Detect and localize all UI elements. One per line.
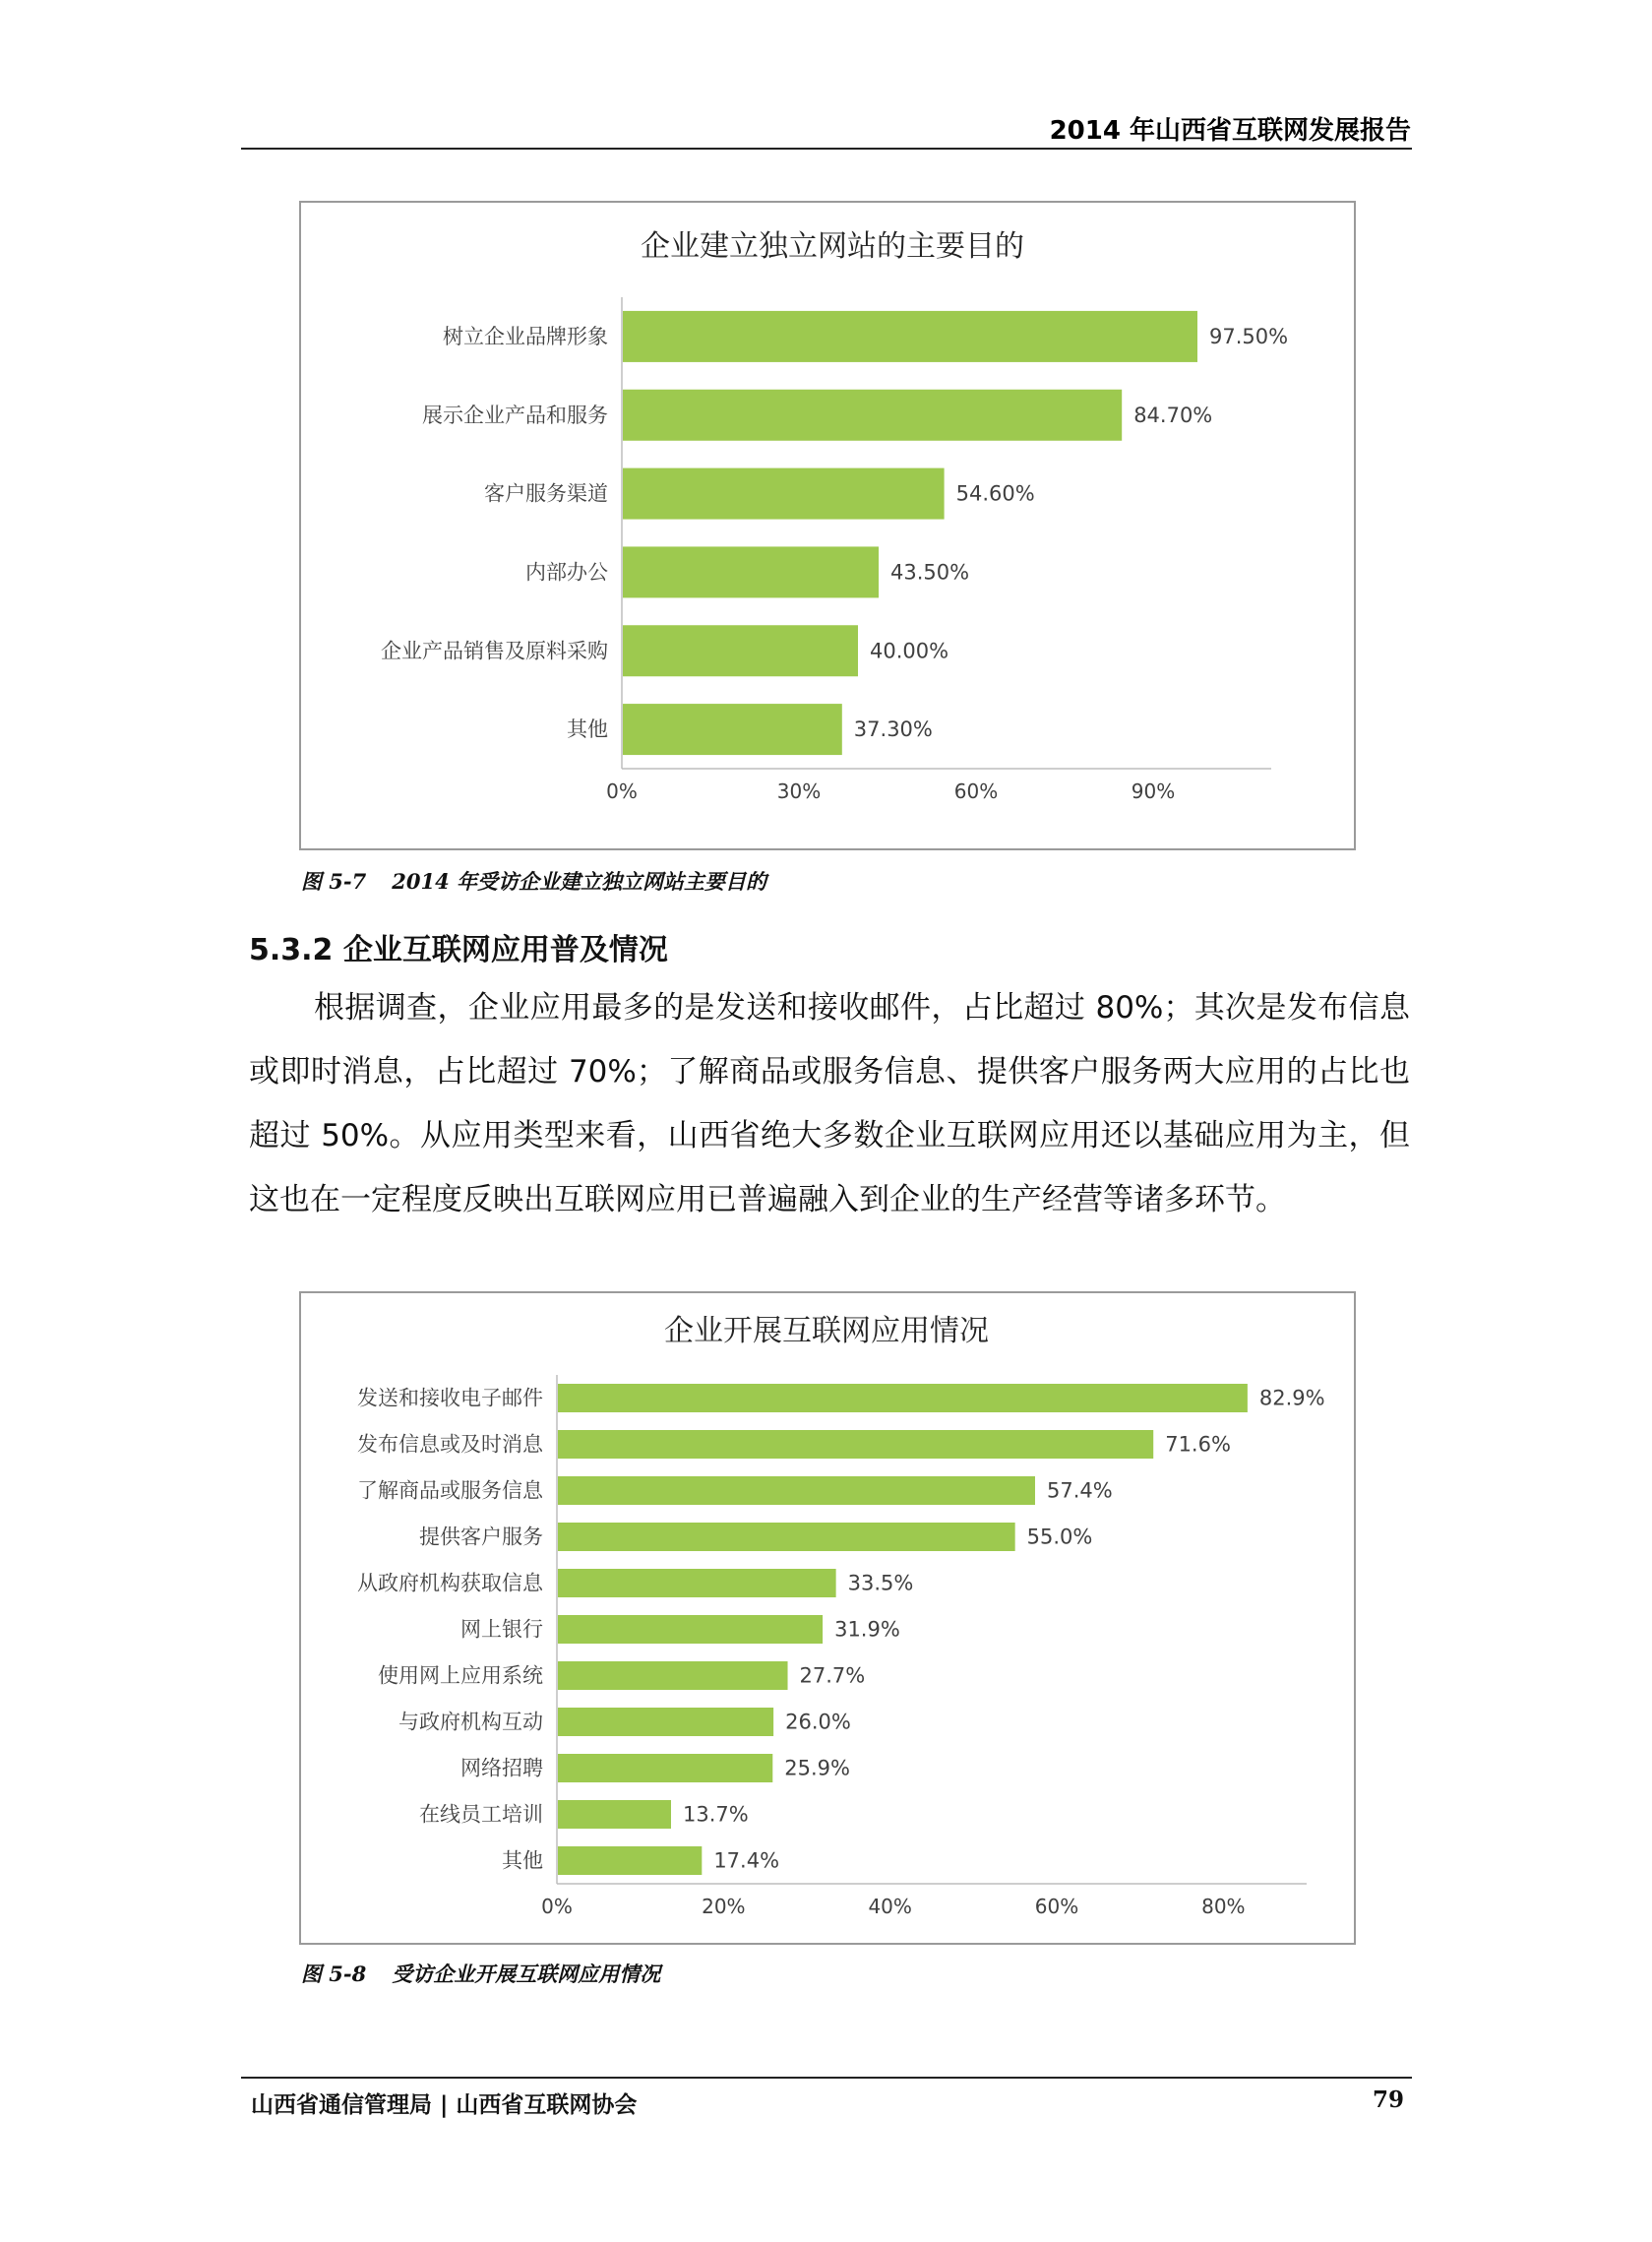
chart1-bar (623, 468, 945, 520)
footer-divider (241, 2077, 1412, 2079)
chart2-value-label: 27.7% (799, 1663, 866, 1688)
chart1-x-tick-label: 90% (1131, 779, 1176, 803)
chart1-category-label: 树立企业品牌形象 (443, 324, 608, 348)
chart2-category-label: 其他 (502, 1848, 543, 1873)
chart2-value-label: 31.9% (834, 1617, 900, 1642)
chart2-category-label: 提供客户服务 (419, 1525, 543, 1549)
report-header-title: 2014 年山西省互联网发展报告 (1049, 116, 1411, 146)
chart2-value-label: 26.0% (785, 1710, 851, 1734)
chart1-bar (623, 311, 1197, 362)
figure-5-7-number: 图 5-7 (301, 869, 367, 894)
chart2-x-tick-label: 20% (702, 1895, 746, 1918)
chart2-bar (558, 1846, 702, 1875)
figure-5-8-text: 受访企业开展互联网应用情况 (392, 1962, 661, 1986)
figure-5-8-caption (301, 1959, 660, 1988)
chart1-category-label: 内部办公 (525, 560, 608, 585)
chart2-bar (558, 1569, 836, 1597)
chart1-value-label: 43.50% (890, 560, 970, 585)
chart-internet-applications (299, 1291, 1356, 1945)
chart2-x-tick-label: 60% (1034, 1895, 1079, 1918)
chart2-bar (558, 1754, 772, 1782)
chart2-category-label: 使用网上应用系统 (378, 1663, 543, 1688)
figure-5-7-text: 2014 年受访企业建立独立网站主要目的 (392, 869, 767, 894)
chart2-title: 企业开展互联网应用情况 (664, 1314, 989, 1348)
chart1-x-tick-label: 60% (953, 779, 999, 803)
chart2-x-tick-label: 40% (868, 1895, 912, 1918)
chart2-value-label: 17.4% (713, 1848, 780, 1873)
chart1-category-label: 客户服务渠道 (484, 481, 608, 506)
chart2-category-label: 与政府机构互动 (398, 1710, 543, 1734)
chart1-category-label: 其他 (567, 717, 608, 742)
chart2-category-label: 发布信息或及时消息 (357, 1432, 543, 1457)
chart2-bar (558, 1476, 1035, 1505)
chart2-value-label: 57.4% (1046, 1478, 1113, 1503)
figure-5-8-number: 图 5-8 (301, 1962, 367, 1986)
chart2-value-label: 33.5% (847, 1571, 914, 1595)
chart2-bar (558, 1800, 671, 1829)
chart2-bar (558, 1430, 1153, 1459)
chart2-category-label: 网上银行 (460, 1617, 543, 1642)
chart1-value-label: 40.00% (870, 639, 949, 663)
chart2-category-label: 了解商品或服务信息 (357, 1478, 543, 1503)
chart1-x-tick-label: 0% (606, 779, 638, 803)
page-number: 79 (1372, 2086, 1404, 2113)
chart2-value-label: 55.0% (1026, 1525, 1093, 1549)
chart2-bar (558, 1615, 823, 1644)
chart1-value-label: 84.70% (1133, 403, 1213, 427)
chart1-value-label: 97.50% (1209, 324, 1289, 348)
footer-organization: 山西省通信管理局 | 山西省互联网协会 (251, 2092, 638, 2118)
chart2-x-tick-label: 0% (541, 1895, 573, 1918)
chart2-value-label: 13.7% (682, 1802, 749, 1827)
chart2-category-label: 在线员工培训 (419, 1802, 543, 1827)
header-divider (241, 148, 1412, 150)
chart1-bar (623, 704, 842, 755)
section-heading: 5.3.2 企业互联网应用普及情况 (249, 933, 668, 967)
chart2-value-label: 71.6% (1165, 1432, 1231, 1457)
chart1-x-tick-label: 30% (776, 779, 822, 803)
chart2-category-label: 发送和接收电子邮件 (357, 1386, 543, 1410)
chart1-value-label: 54.60% (955, 481, 1035, 506)
chart2-bar (558, 1384, 1248, 1412)
chart2-x-tick-label: 80% (1201, 1895, 1246, 1918)
chart-website-purposes (299, 201, 1356, 850)
chart-internet-applications-svg (301, 1293, 1354, 1943)
chart2-bar (558, 1523, 1015, 1551)
chart1-bar (623, 625, 858, 676)
chart1-value-label: 37.30% (853, 717, 933, 742)
chart1-category-label: 企业产品销售及原料采购 (381, 639, 608, 663)
figure-5-7-caption (301, 866, 766, 896)
chart1-title: 企业建立独立网站的主要目的 (641, 229, 1024, 264)
chart1-bar (623, 390, 1122, 441)
chart2-category-label: 从政府机构获取信息 (357, 1571, 543, 1595)
chart2-value-label: 25.9% (784, 1756, 851, 1780)
chart-website-purposes-svg (301, 203, 1354, 848)
body-paragraph: 根据调查，企业应用最多的是发送和接收邮件，占比超过 80%；其次是发布信息或即时消息，占比超过 70%；了解商品或服务信息、提供客户服务两大应用的占比也超过 50%。从应用类型来看，山西省绝大多数企业互联网应用还以基础应用为主，但这也在一定程度反映出互联网应用已普遍融入到企业的生产经营等诸多环节。 (249, 990, 1410, 1217)
chart1-category-label: 展示企业产品和服务 (422, 403, 608, 427)
chart2-bar (558, 1708, 773, 1736)
chart2-category-label: 网络招聘 (460, 1756, 543, 1780)
chart2-bar (558, 1661, 788, 1690)
chart1-bar (623, 546, 879, 597)
chart2-value-label: 82.9% (1258, 1386, 1325, 1410)
